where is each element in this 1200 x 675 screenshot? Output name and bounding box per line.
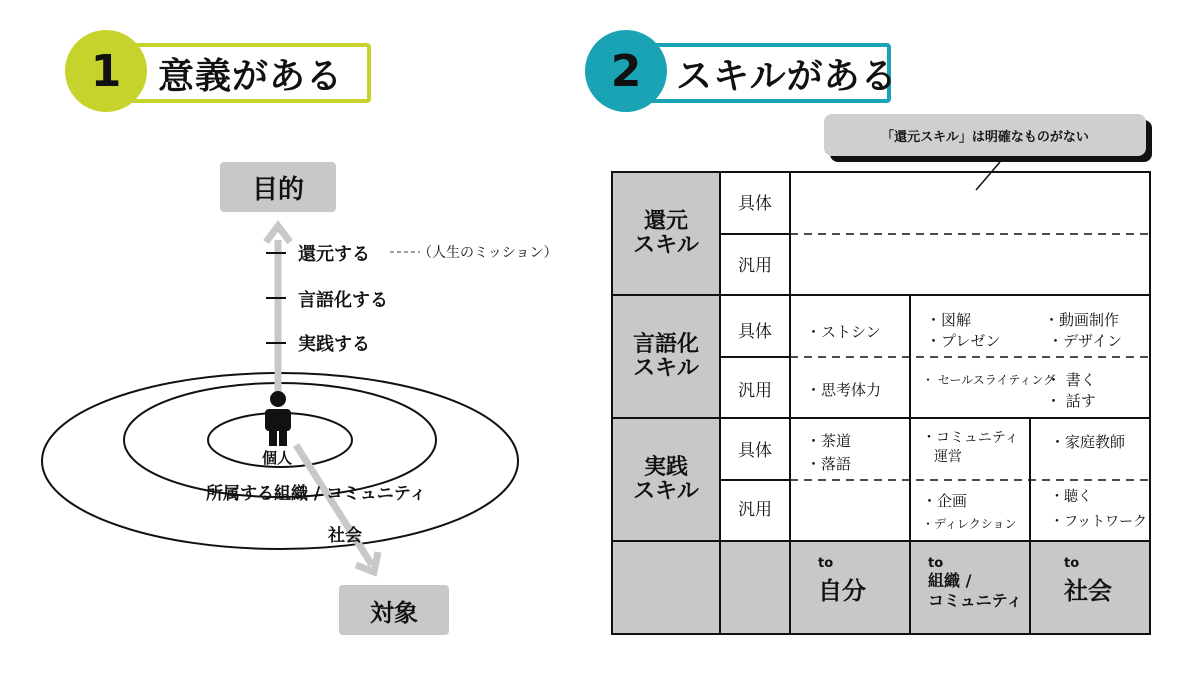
footer-bg-1 <box>612 541 720 634</box>
cell-prac-general-soc-2: ・フットワーク <box>1050 514 1148 530</box>
sub-practice-general: 汎用 <box>738 500 772 520</box>
footer-to-society-label: 社会 <box>1064 577 1112 605</box>
cell-lang-concrete-soc-1: ・動画制作 <box>1044 311 1120 329</box>
step-label-verbalize: 言語化する <box>298 290 388 311</box>
cell-lang-concrete-org-1: ・図解 <box>926 311 972 329</box>
step-label-return: 還元する <box>298 244 370 265</box>
cell-prac-concrete-org-2: 運営 <box>934 449 962 465</box>
cell-prac-concrete-org-1: ・コミュニティ <box>922 430 1019 446</box>
right-title: スキルがある <box>676 56 898 97</box>
footer-to-self-prefix: to <box>818 556 834 571</box>
cell-prac-concrete-soc: ・家庭教師 <box>1050 433 1126 451</box>
sub-practice-concrete: 具体 <box>738 441 772 461</box>
sub-return-concrete: 具体 <box>738 194 772 214</box>
cell-prac-concrete-self-2: ・落語 <box>806 455 852 473</box>
row-head-return-line2: スキル <box>633 233 699 258</box>
row-head-return-line1: 還元 <box>643 209 688 234</box>
mission-note: （人生のミッション） <box>418 245 558 261</box>
row-head-verbalize-line2: スキル <box>633 356 699 381</box>
sub-verbalize-general: 汎用 <box>738 381 772 401</box>
footer-to-self <box>818 556 888 606</box>
row-head-verbalize-line1: 言語化 <box>632 332 699 357</box>
cell-lang-general-org: ・ セールスライティング <box>922 373 1056 387</box>
footer-to-org-prefix: to <box>928 556 944 571</box>
sub-verbalize-concrete: 具体 <box>738 322 772 342</box>
cell-lang-concrete-self: ・ストシン <box>806 323 881 341</box>
footer-to-org-label1: 組織 / <box>928 571 972 590</box>
right-number: 2 <box>610 45 642 97</box>
left-number: 1 <box>90 45 122 97</box>
cell-lang-general-soc-1: ・ 書く <box>1046 371 1096 389</box>
footer-to-self-label: 自分 <box>818 577 866 605</box>
footer-to-org <box>928 556 1028 611</box>
row-head-practice <box>612 456 720 504</box>
row-head-practice-line2: スキル <box>633 479 699 504</box>
target-label: 対象 <box>370 598 418 627</box>
cell-lang-general-soc-2: ・ 話す <box>1046 392 1096 410</box>
circle-label-organization: 所属する組織 / コミュニティ <box>206 484 427 504</box>
cell-prac-general-org-1: ・企画 <box>922 492 968 510</box>
callout-pointer <box>976 162 1000 190</box>
row-head-return <box>612 210 720 258</box>
footer-to-org-label2: コミュニティ <box>928 591 1023 610</box>
footer-bg-2 <box>720 541 790 634</box>
cell-prac-concrete-self-1: ・茶道 <box>806 432 852 450</box>
circle-label-individual: 個人 <box>262 449 293 467</box>
cell-lang-concrete-soc-2: ・デザイン <box>1048 332 1122 350</box>
sub-return-general: 汎用 <box>738 256 772 276</box>
row-head-verbalize <box>612 333 720 381</box>
cell-prac-general-soc-1: ・聴く <box>1050 489 1092 505</box>
row-head-practice-line1: 実践 <box>643 455 688 480</box>
cell-lang-general-self: ・思考体力 <box>806 381 882 399</box>
left-title: 意義がある <box>158 56 344 97</box>
cell-prac-general-org-2: ・ディレクション <box>922 517 1017 531</box>
footer-to-society-prefix: to <box>1064 556 1080 571</box>
goal-label: 目的 <box>251 174 304 205</box>
step-label-practice: 実践する <box>298 334 370 355</box>
circle-label-society: 社会 <box>328 526 362 546</box>
footer-to-society <box>1064 556 1134 606</box>
cell-lang-concrete-org-2: ・プレゼン <box>926 332 1001 350</box>
callout-text: 「還元スキル」は明確なものがない <box>881 129 1089 145</box>
